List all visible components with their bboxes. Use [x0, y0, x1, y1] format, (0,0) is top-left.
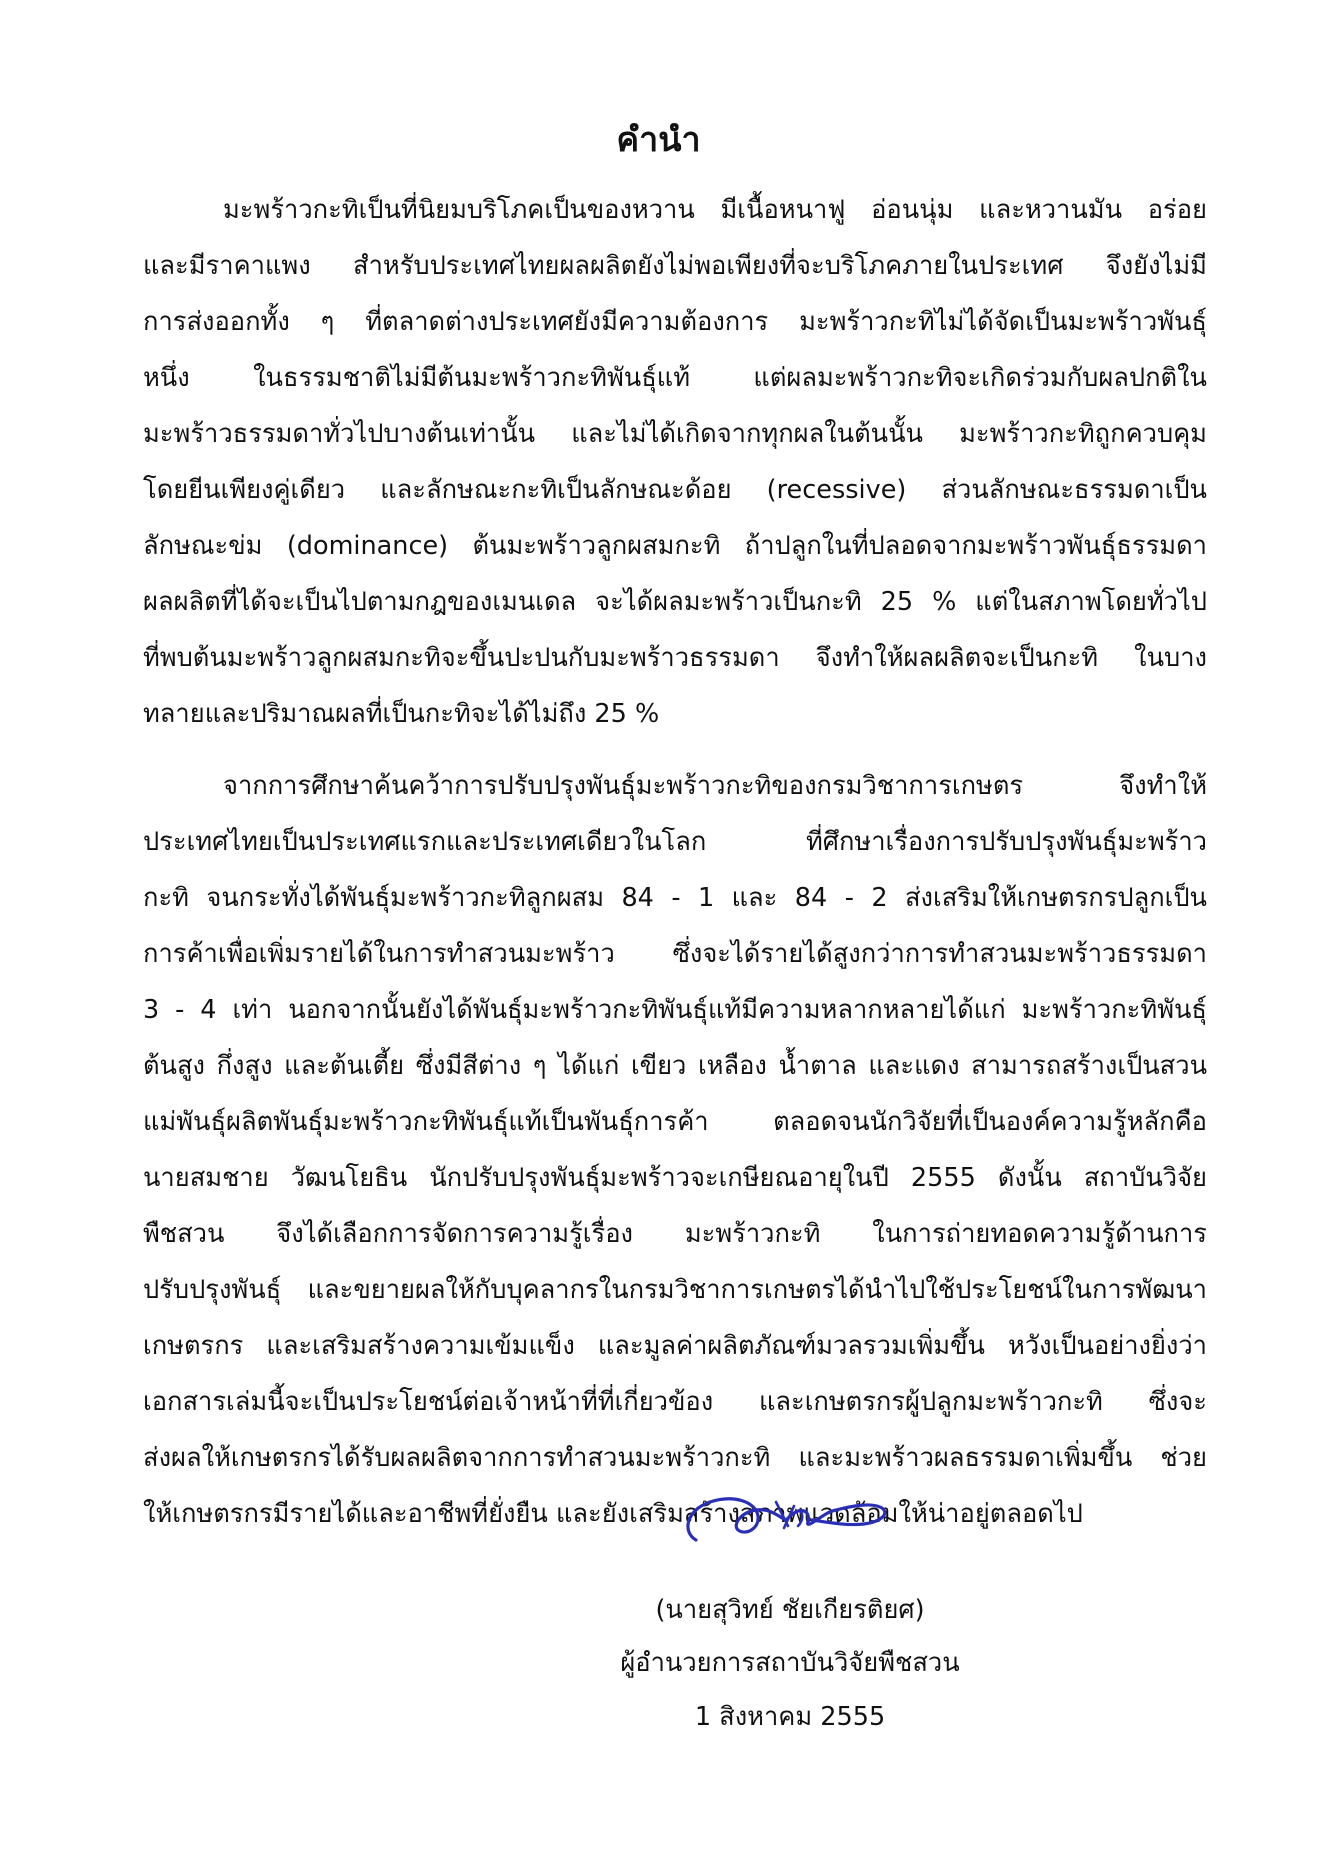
text-line: ต้นสูง กึ่งสูง และต้นเตี้ย ซึ่งมีสีต่าง ๆ ได้แก่ เขียว เหลือง น้ำตาล และแดง สามารถสร้างเป็นสวน [143, 1051, 1207, 1081]
text-line: ปรับปรุงพันธุ์ และขยายผลให้กับบุคลากรในกรมวิชาการเกษตรได้นำไปใช้ประโยชน์ในการพัฒนา [143, 1275, 1207, 1305]
text-line: แม่พันธุ์ผลิตพันธุ์มะพร้าวกะทิพันธุ์แท้เป็นพันธุ์การค้า ตลอดจนนักวิจัยที่เป็นองค์ความรู้หลักคือ [143, 1107, 1207, 1137]
handwritten-signature [676, 1462, 896, 1562]
text-line: เอกสารเล่มนี้จะเป็นประโยชน์ต่อเจ้าหน้าที่ที่เกี่ยวข้อง และเกษตรกรผู้ปลูกมะพร้าวกะทิ ซึ่งจะ [143, 1387, 1207, 1417]
text-line: การส่งออกทั้ง ๆ ที่ตลาดต่างประเทศยังมีความต้องการ มะพร้าวกะทิไม่ได้จัดเป็นมะพร้าวพันธุ์ [143, 307, 1207, 337]
text-line: การค้าเพื่อเพิ่มรายได้ในการทำสวนมะพร้าว ซึ่งจะได้รายได้สูงกว่าการทำสวนมะพร้าวธรรมดา [143, 939, 1207, 969]
signatory-name: (นายสุวิทย์ ชัยเกียรติยศ) [655, 1595, 925, 1625]
text-line: ส่งผลให้เกษตรกรได้รับผลผลิตจากการทำสวนมะพร้าวกะทิ และมะพร้าวผลธรรมดาเพิ่มขึ้น ช่วย [143, 1443, 1207, 1473]
text-line: กะทิ จนกระทั่งได้พันธุ์มะพร้าวกะทิลูกผสม 84 - 1 และ 84 - 2 ส่งเสริมให้เกษตรกรปลูกเป็น [143, 883, 1207, 913]
text-line: โดยยีนเพียงคู่เดียว และลักษณะกะทิเป็นลักษณะด้อย (recessive) ส่วนลักษณะธรรมดาเป็น [143, 475, 1207, 505]
text-line: ที่พบต้นมะพร้าวลูกผสมกะทิจะขึ้นปะปนกับมะพร้าวธรรมดา จึงทำให้ผลผลิตจะเป็นกะทิ ในบาง [143, 643, 1207, 673]
text-line: ผลผลิตที่ได้จะเป็นไปตามกฎของเมนเดล จะได้ผลมะพร้าวเป็นกะทิ 25 % แต่ในสภาพโดยทั่วไป [143, 587, 1207, 617]
text-line: 3 - 4 เท่า นอกจากนั้นยังได้พันธุ์มะพร้าวกะทิพันธุ์แท้มีความหลากหลายได้แก่ มะพร้าวกะทิพันธุ์ [143, 995, 1207, 1025]
text-line: นายสมชาย วัฒนโยธิน นักปรับปรุงพันธุ์มะพร้าวจะเกษียณอายุในปี 2555 ดังนั้น สถาบันวิจัย [143, 1163, 1207, 1193]
page-title: คำนำ [616, 120, 701, 160]
text-line: และมีราคาแพง สำหรับประเทศไทยผลผลิตยังไม่พอเพียงที่จะบริโภคภายในประเทศ จึงยังไม่มี [143, 251, 1207, 281]
text-line: หนึ่ง ในธรรมชาติไม่มีต้นมะพร้าวกะทิพันธุ์แท้ แต่ผลมะพร้าวกะทิจะเกิดร่วมกับผลปกติใน [143, 363, 1207, 393]
text-line: พืชสวน จึงได้เลือกการจัดการความรู้เรื่อง มะพร้าวกะทิ ในการถ่ายทอดความรู้ด้านการ [143, 1219, 1207, 1249]
text-line: มะพร้าวกะทิเป็นที่นิยมบริโภคเป็นของหวาน มีเนื้อหนาฟู อ่อนนุ่ม และหวานมัน อร่อย [223, 195, 1207, 225]
signatory-position: ผู้อำนวยการสถาบันวิจัยพืชสวน [620, 1648, 960, 1678]
text-line: ทลายและปริมาณผลที่เป็นกะทิจะได้ไม่ถึง 25 % [143, 699, 660, 729]
document-date: 1 สิงหาคม 2555 [694, 1702, 886, 1732]
text-line: ลักษณะข่ม (dominance) ต้นมะพร้าวลูกผสมกะทิ ถ้าปลูกในที่ปลอดจากมะพร้าวพันธุ์ธรรมดา [143, 531, 1207, 561]
text-line: ให้เกษตรกรมีรายได้และอาชีพที่ยั่งยืน และยังเสริมสร้างสภาพแวดล้อมให้น่าอยู่ตลอดไป [143, 1499, 1083, 1529]
text-line: เกษตรกร และเสริมสร้างความเข้มแข็ง และมูลค่าผลิตภัณฑ์มวลรวมเพิ่มขึ้น หวังเป็นอย่างยิ่งว่า [143, 1331, 1207, 1361]
text-line: ประเทศไทยเป็นประเทศแรกและประเทศเดียวในโลก ที่ศึกษาเรื่องการปรับปรุงพันธุ์มะพร้าว [143, 827, 1207, 857]
text-line: จากการศึกษาค้นคว้าการปรับปรุงพันธุ์มะพร้าวกะทิของกรมวิชาการเกษตร จึงทำให้ [223, 771, 1207, 801]
text-line: มะพร้าวธรรมดาทั่วไปบางต้นเท่านั้น และไม่ได้เกิดจากทุกผลในต้นนั้น มะพร้าวกะทิถูกควบคุม [143, 419, 1207, 449]
